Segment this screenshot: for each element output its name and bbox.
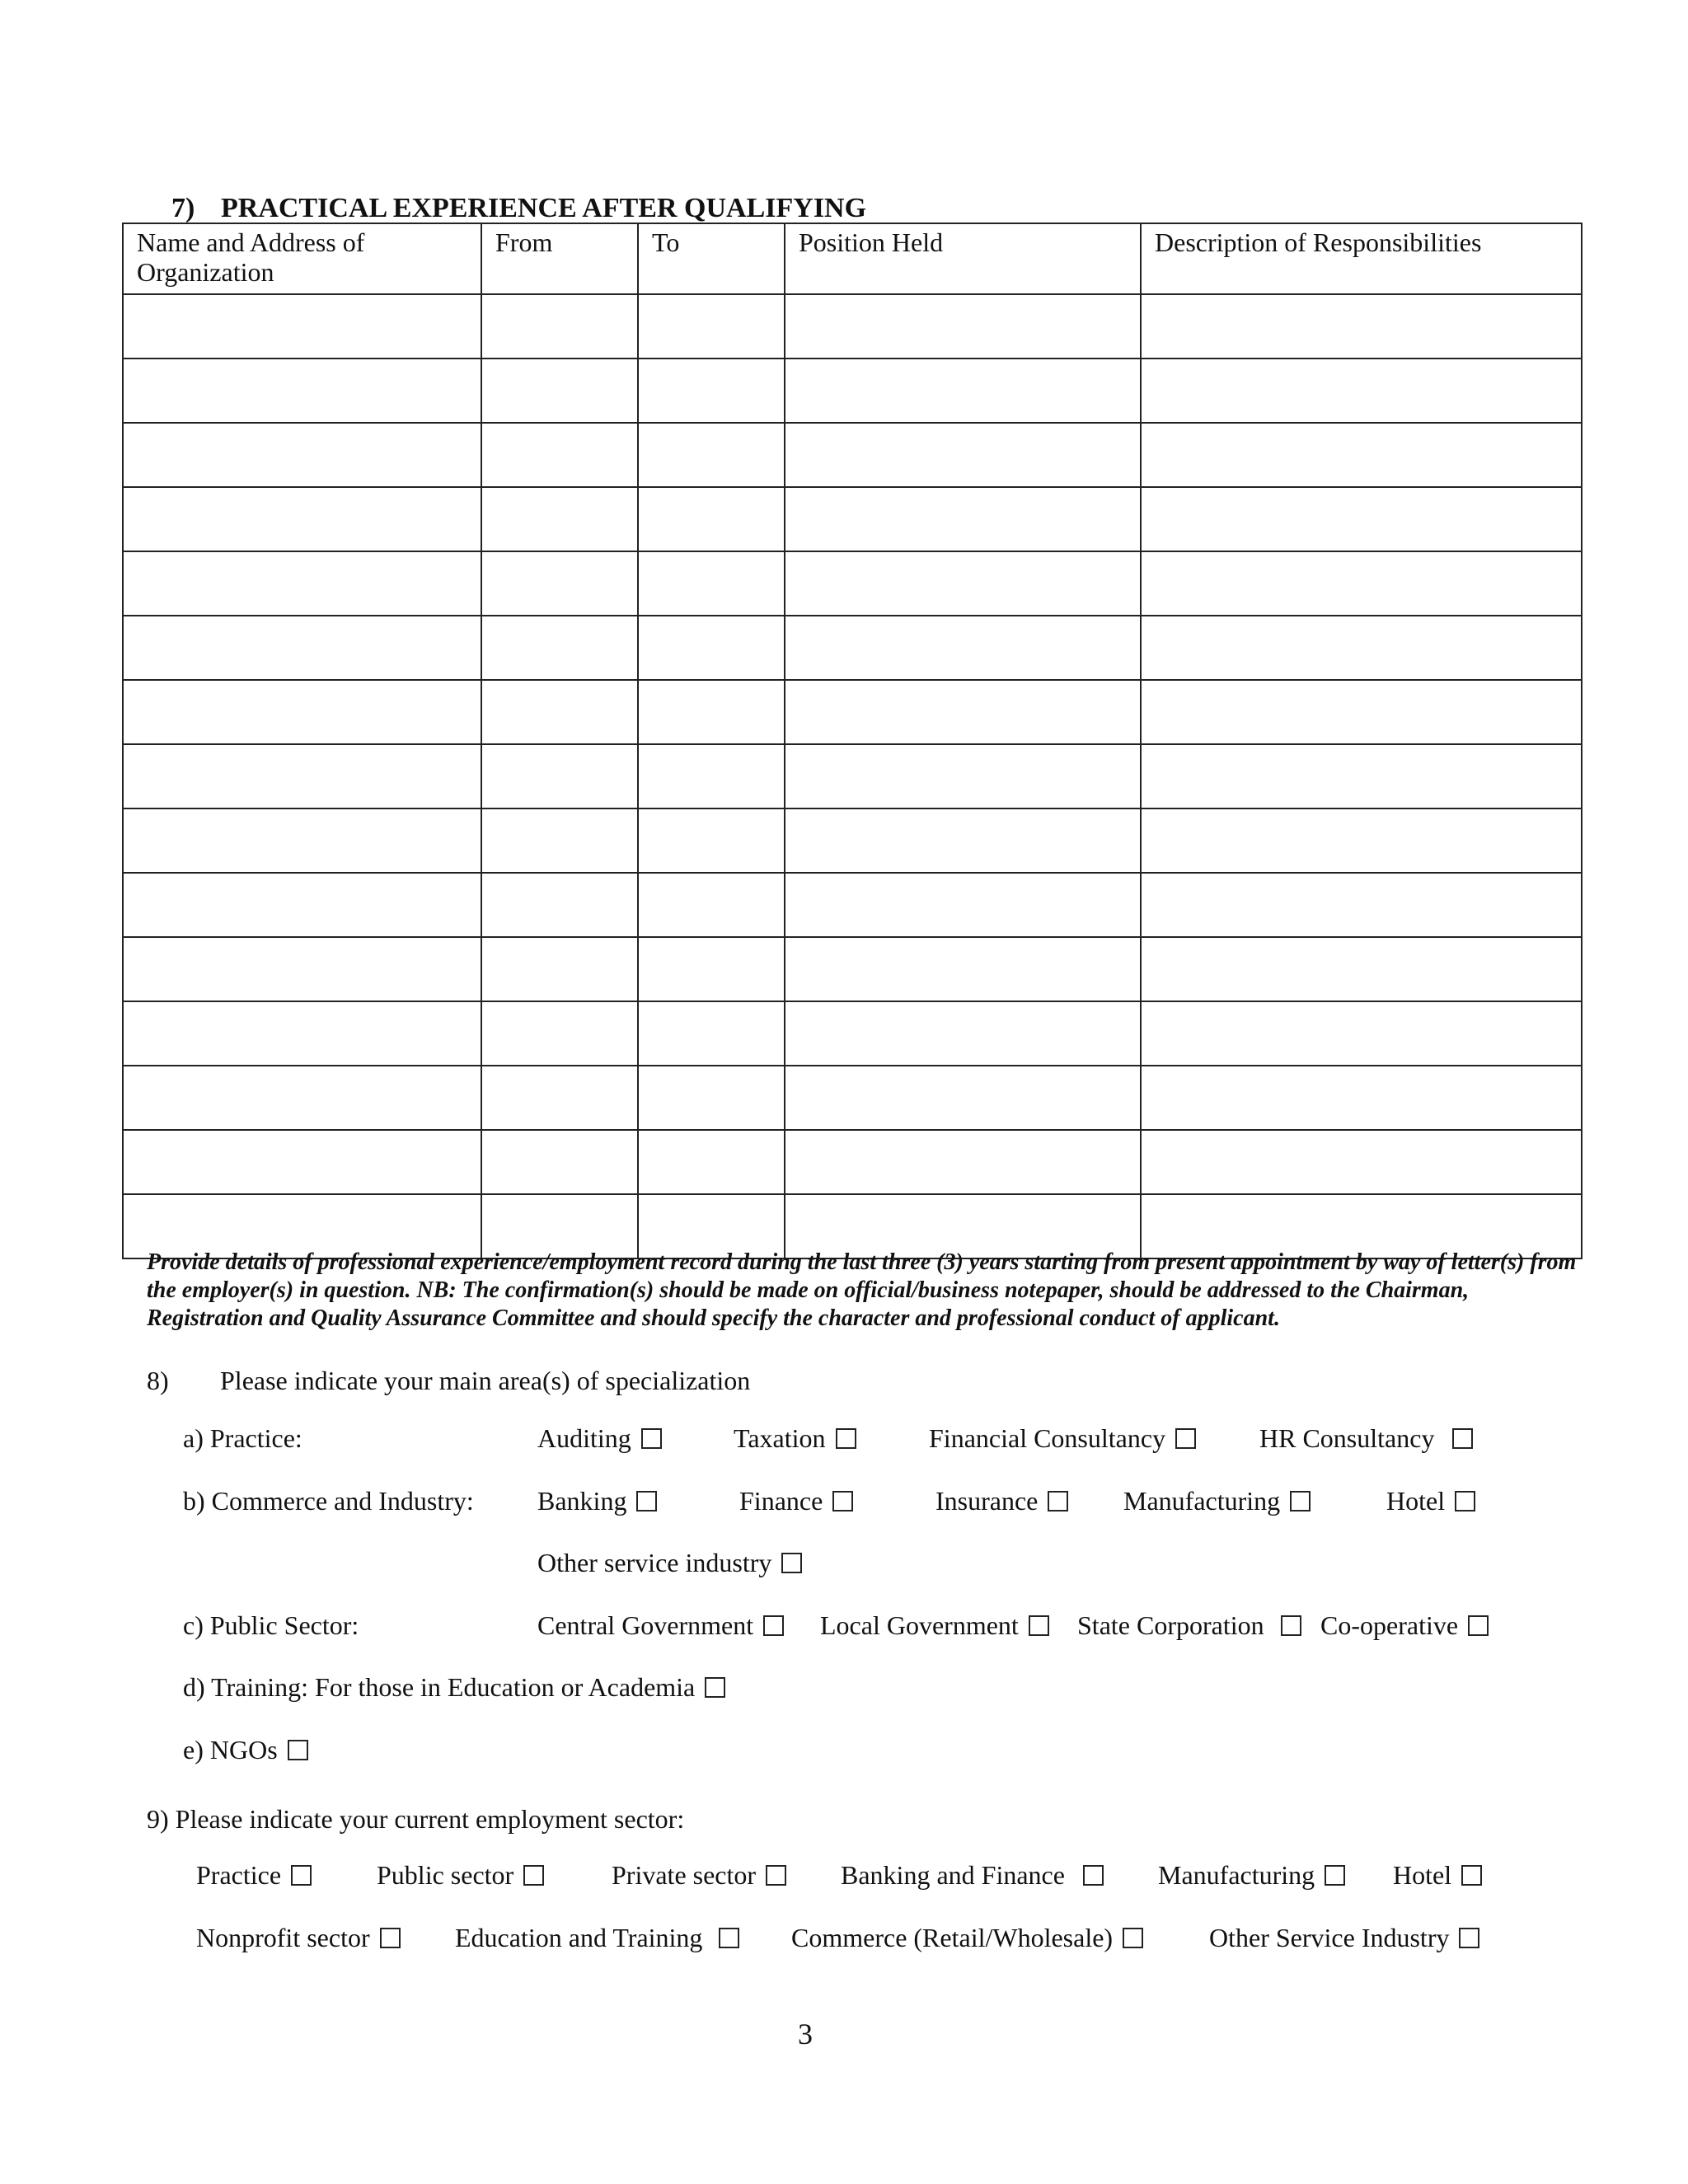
option-label: Manufacturing [1123, 1486, 1281, 1516]
checkbox[interactable] [719, 1928, 739, 1948]
option-label: Other service industry [537, 1548, 772, 1577]
option-label: Public sector [377, 1860, 514, 1890]
section-8-number: 8) [147, 1366, 169, 1395]
checkbox[interactable] [1452, 1428, 1473, 1449]
checkbox[interactable] [1468, 1615, 1489, 1636]
option-state-corporation[interactable] [1077, 1610, 1301, 1641]
experience-cell[interactable] [481, 1130, 638, 1194]
option-label: Finance [739, 1486, 823, 1516]
experience-cell[interactable] [638, 680, 785, 744]
experience-cell[interactable] [638, 1066, 785, 1130]
option-label: Hotel [1386, 1486, 1446, 1516]
option-nonprofit-sector[interactable] [196, 1922, 401, 1953]
checkbox[interactable] [1048, 1491, 1068, 1511]
experience-cell[interactable] [785, 1130, 1141, 1194]
checkbox[interactable] [288, 1740, 308, 1760]
checkbox[interactable] [1281, 1615, 1301, 1636]
experience-row [123, 808, 1582, 873]
page-number: 3 [798, 2018, 813, 2050]
experience-cell[interactable] [123, 744, 481, 808]
checkbox[interactable] [380, 1928, 401, 1948]
experience-cell[interactable] [638, 744, 785, 808]
experience-cell[interactable] [1141, 680, 1582, 744]
experience-cell[interactable] [481, 937, 638, 1001]
option-label: Hotel [1393, 1860, 1452, 1890]
option-finance[interactable] [739, 1485, 853, 1516]
section-9-title: 9) Please indicate your current employment sector: [147, 1804, 685, 1834]
experience-cell[interactable] [1141, 1130, 1582, 1194]
experience-row [123, 744, 1582, 808]
option-training-education-academia[interactable] [183, 1671, 725, 1703]
checkbox[interactable] [832, 1491, 853, 1511]
option-hr-consultancy[interactable] [1259, 1422, 1473, 1454]
option-label: Private sector [612, 1860, 757, 1890]
experience-cell[interactable] [481, 294, 638, 359]
experience-row [123, 1066, 1582, 1130]
option-label: Insurance [935, 1486, 1039, 1516]
experience-cell[interactable] [481, 873, 638, 937]
option-other-service-industry-sector[interactable] [1209, 1922, 1479, 1953]
option-manufacturing[interactable] [1123, 1485, 1311, 1516]
option-label: Auditing [537, 1423, 631, 1453]
experience-cell[interactable] [785, 551, 1141, 616]
option-label: e) NGOs [183, 1735, 278, 1765]
option-hotel-sector[interactable] [1393, 1859, 1482, 1891]
experience-cell[interactable] [1141, 487, 1582, 551]
option-label: Commerce (Retail/Wholesale) [791, 1923, 1114, 1952]
option-label: Other Service Industry [1209, 1923, 1450, 1952]
experience-cell[interactable] [123, 294, 481, 359]
checkbox[interactable] [523, 1865, 544, 1886]
option-private-sector[interactable] [612, 1859, 786, 1891]
experience-cell[interactable] [1141, 1066, 1582, 1130]
experience-cell[interactable] [481, 680, 638, 744]
experience-cell[interactable] [785, 744, 1141, 808]
checkbox[interactable] [636, 1491, 657, 1511]
option-insurance[interactable] [935, 1485, 1068, 1516]
option-auditing[interactable] [537, 1422, 662, 1454]
experience-cell[interactable] [123, 551, 481, 616]
experience-row [123, 423, 1582, 487]
experience-cell[interactable] [123, 616, 481, 680]
option-central-government[interactable] [537, 1610, 784, 1641]
checkbox[interactable] [1175, 1428, 1196, 1449]
option-label: Education and Training [455, 1923, 703, 1952]
experience-cell[interactable] [1141, 359, 1582, 423]
experience-cell[interactable] [481, 551, 638, 616]
option-banking[interactable] [537, 1485, 657, 1516]
experience-row [123, 1001, 1582, 1066]
experience-header-row [123, 223, 1582, 294]
experience-row [123, 873, 1582, 937]
checkbox[interactable] [705, 1677, 725, 1698]
experience-cell[interactable] [785, 873, 1141, 937]
experience-cell[interactable] [481, 744, 638, 808]
experience-cell[interactable] [785, 423, 1141, 487]
experience-row [123, 616, 1582, 680]
option-practice[interactable] [196, 1859, 312, 1891]
option-label: Banking and Finance [841, 1860, 1065, 1890]
option-label: d) Training: For those in Education or Academia [183, 1672, 696, 1702]
experience-cell[interactable] [638, 487, 785, 551]
experience-row [123, 680, 1582, 744]
checkbox[interactable] [291, 1865, 312, 1886]
experience-cell[interactable] [785, 1001, 1141, 1066]
checkbox[interactable] [781, 1553, 802, 1573]
column-header-responsibilities: Description of Responsibilities [1141, 223, 1582, 294]
option-banking-and-finance[interactable] [841, 1859, 1104, 1891]
checkbox[interactable] [1461, 1865, 1482, 1886]
experience-cell[interactable] [638, 359, 785, 423]
experience-cell[interactable] [638, 423, 785, 487]
experience-cell[interactable] [638, 616, 785, 680]
experience-cell[interactable] [1141, 1001, 1582, 1066]
experience-cell[interactable] [1141, 423, 1582, 487]
experience-cell[interactable] [785, 294, 1141, 359]
column-header-from: From [481, 223, 638, 294]
option-label: Nonprofit sector [196, 1923, 370, 1952]
experience-cell[interactable] [785, 487, 1141, 551]
experience-cell[interactable] [123, 359, 481, 423]
experience-row [123, 487, 1582, 551]
public-sector-label: c) Public Sector: [183, 1610, 359, 1640]
experience-cell[interactable] [638, 873, 785, 937]
experience-cell[interactable] [785, 680, 1141, 744]
experience-cell[interactable] [481, 616, 638, 680]
experience-cell[interactable] [1141, 937, 1582, 1001]
experience-cell[interactable] [785, 808, 1141, 873]
checkbox[interactable] [1290, 1491, 1311, 1511]
experience-row [123, 1130, 1582, 1194]
experience-cell[interactable] [1141, 808, 1582, 873]
option-manufacturing-sector[interactable] [1158, 1859, 1345, 1891]
experience-cell[interactable] [1141, 744, 1582, 808]
experience-cell[interactable] [123, 1001, 481, 1066]
experience-cell[interactable] [123, 808, 481, 873]
experience-cell[interactable] [785, 359, 1141, 423]
checkbox[interactable] [1455, 1491, 1475, 1511]
experience-row [123, 294, 1582, 359]
experience-cell[interactable] [785, 616, 1141, 680]
checkbox[interactable] [1459, 1928, 1479, 1948]
experience-table-body [123, 294, 1582, 1258]
experience-cell[interactable] [481, 1001, 638, 1066]
option-ngos[interactable] [183, 1734, 308, 1765]
experience-cell[interactable] [481, 359, 638, 423]
option-taxation[interactable] [734, 1422, 856, 1454]
checkbox[interactable] [763, 1615, 784, 1636]
option-label: Practice [196, 1860, 282, 1890]
option-label: Central Government [537, 1610, 754, 1640]
experience-cell[interactable] [123, 680, 481, 744]
experience-cell[interactable] [481, 423, 638, 487]
practice-label: a) Practice: [183, 1423, 302, 1453]
experience-cell[interactable] [1141, 294, 1582, 359]
option-label: State Corporation [1077, 1610, 1264, 1640]
checkbox[interactable] [641, 1428, 662, 1449]
option-label: Co-operative [1320, 1610, 1459, 1640]
experience-cell[interactable] [1141, 873, 1582, 937]
option-financial-consultancy[interactable] [929, 1422, 1196, 1454]
column-header-to: To [638, 223, 785, 294]
section-7-title: PRACTICAL EXPERIENCE AFTER QUALIFYING [221, 193, 867, 223]
experience-cell[interactable] [638, 551, 785, 616]
checkbox[interactable] [766, 1865, 786, 1886]
experience-cell[interactable] [123, 487, 481, 551]
option-label: Banking [537, 1486, 627, 1516]
experience-row [123, 551, 1582, 616]
experience-cell[interactable] [638, 808, 785, 873]
option-co-operative[interactable] [1320, 1610, 1489, 1641]
experience-row [123, 937, 1582, 1001]
experience-cell[interactable] [638, 294, 785, 359]
section-8-title: Please indicate your main area(s) of specialization [220, 1366, 751, 1395]
experience-cell[interactable] [785, 937, 1141, 1001]
option-public-sector[interactable] [377, 1859, 544, 1891]
option-label: Taxation [734, 1423, 826, 1453]
option-label: HR Consultancy [1259, 1423, 1435, 1453]
experience-note: Provide details of professional experience/employment record during the last three (3) years starting from present appointment by way of letter(s) from the employer(s) in question. NB: The confirmation(s) should be made on official/business notepaper, should be addressed to the Chairman, Registration and Quality Assurance Committee and should specify the character and professional conduct of applicant. [147, 1249, 1577, 1331]
option-label: Financial Consultancy [929, 1423, 1166, 1453]
option-commerce-retail-wholesale[interactable] [791, 1922, 1143, 1953]
section-7-number: 7) [171, 193, 195, 223]
experience-cell[interactable] [481, 808, 638, 873]
commerce-label: b) Commerce and Industry: [183, 1486, 474, 1516]
option-education-and-training[interactable] [455, 1922, 739, 1953]
experience-cell[interactable] [123, 1066, 481, 1130]
checkbox[interactable] [836, 1428, 856, 1449]
option-label: Local Government [820, 1610, 1019, 1640]
checkbox[interactable] [1123, 1928, 1143, 1948]
option-local-government[interactable] [820, 1610, 1049, 1641]
checkbox[interactable] [1083, 1865, 1104, 1886]
option-other-service-industry[interactable] [537, 1547, 802, 1578]
experience-cell[interactable] [481, 487, 638, 551]
experience-cell[interactable] [123, 1130, 481, 1194]
experience-cell[interactable] [785, 1066, 1141, 1130]
experience-cell[interactable] [1141, 616, 1582, 680]
column-header-organization: Name and Address of Organization [123, 223, 481, 294]
experience-cell[interactable] [1141, 551, 1582, 616]
experience-cell[interactable] [123, 937, 481, 1001]
experience-row [123, 359, 1582, 423]
experience-cell[interactable] [638, 1130, 785, 1194]
option-label: Manufacturing [1158, 1860, 1315, 1890]
experience-cell[interactable] [638, 1001, 785, 1066]
experience-cell[interactable] [638, 937, 785, 1001]
checkbox[interactable] [1325, 1865, 1345, 1886]
experience-cell[interactable] [481, 1066, 638, 1130]
experience-cell[interactable] [123, 423, 481, 487]
experience-table [122, 223, 1582, 1259]
option-hotel[interactable] [1386, 1485, 1475, 1516]
experience-cell[interactable] [123, 873, 481, 937]
column-header-position: Position Held [785, 223, 1141, 294]
checkbox[interactable] [1029, 1615, 1049, 1636]
